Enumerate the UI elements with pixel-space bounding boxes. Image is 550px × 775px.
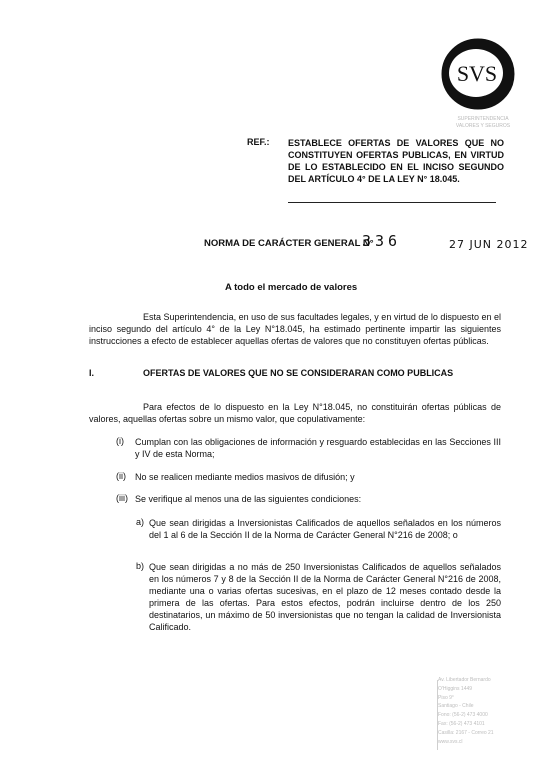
stamp-line: www.svs.cl — [438, 738, 463, 745]
item-text: No se realicen mediante medios masivos de difusión; y — [135, 472, 355, 482]
item-number: (i) — [116, 436, 124, 446]
subitem-text: Que sean dirigidas a no más de 250 Inversionistas Calificados de aquellos señalados en los números 7 y 8 de la Sección II de la Norma de Carácter General N°216 de 2008, mediante una o varias ofertas sucesivas, en el plazo de 12 meses contado desde la primera de las ofertas. Para estos efectos, podrán incluirse dentro de los 250 destinatarios, un máximo de 50 inversionistas que no tengan la calidad de Inversionista Calificado. — [149, 562, 501, 632]
stamp-line: Fax: (56-2) 473 4101 — [438, 720, 485, 727]
norma-label: NORMA DE CARÁCTER GENERAL N° — [204, 238, 374, 249]
section-title: OFERTAS DE VALORES QUE NO SE CONSIDERARAN COMO PUBLICAS — [143, 368, 454, 378]
ref-label: REF.: — [247, 137, 270, 147]
stamp-line: Santiago - Chile — [438, 703, 474, 710]
stamp-line: Av. Libertador Bernardo — [438, 677, 491, 683]
faint-line-1: SUPERINTENDENCIA — [457, 116, 509, 122]
norma-date: 27 JUN 2012 — [449, 238, 529, 251]
norma-number: 336 — [362, 232, 402, 250]
stamp-line: O'Higgins 1449 — [438, 685, 473, 692]
subitem-letter: a) — [136, 517, 145, 527]
stamp-line: Piso 9° — [438, 694, 454, 701]
ref-text: ESTABLECE OFERTAS DE VALORES QUE NO CONSTITUYEN OFERTAS PUBLICAS, EN VIRTUD DE LO ESTABLECIDO EN EL INCISO SEGUNDO DEL ARTÍCULO 4° DE LA LEY N° 18.045. — [288, 138, 504, 184]
subitem-text: Que sean dirigidas a Inversionistas Calificados de aquellos señalados en los números del 1 al 6 de la Sección II de la Norma de Carácter General N°216 de 2008; o — [149, 518, 501, 540]
item-text: Cumplan con las obligaciones de información y resguardo establecidas en las Secciones III y IV de esta Norma; — [135, 437, 501, 459]
section-number: I. — [89, 368, 95, 378]
item-number: (ii) — [116, 471, 126, 481]
item-number: (iii) — [116, 493, 128, 503]
logo-faint-caption — [448, 116, 518, 130]
logo-text: SVS — [456, 61, 498, 86]
intro-paragraph: Esta Superintendencia, en uso de sus facultades legales, y en virtud de lo dispuesto en el inciso segundo del artículo 4° de la Ley N°18.045, ha estimado pertinente impartir las siguientes instrucciones a efecto de establecer aquellas ofertas de valores que no constituyen ofertas públicas. — [89, 312, 501, 346]
svs-logo — [440, 36, 516, 112]
faint-line-2: VALORES Y SEGUROS — [455, 123, 511, 129]
item-text: Se verifique al menos una de las siguientes condiciones: — [135, 494, 362, 504]
address-stamp — [438, 676, 538, 746]
addressee: A todo el mercado de valores — [225, 282, 358, 293]
section-body: Para efectos de lo dispuesto en la Ley N°18.045, no constituirán ofertas públicas de valores, aquellas ofertas sobre un mismo valor, que copulativamente: — [89, 402, 501, 424]
subitem-letter: b) — [136, 561, 145, 571]
stamp-line: Fono: (56-2) 473 4000 — [438, 712, 488, 719]
stamp-line: Casilla: 2167 - Correo 21 — [438, 729, 494, 736]
ref-divider — [288, 202, 496, 203]
